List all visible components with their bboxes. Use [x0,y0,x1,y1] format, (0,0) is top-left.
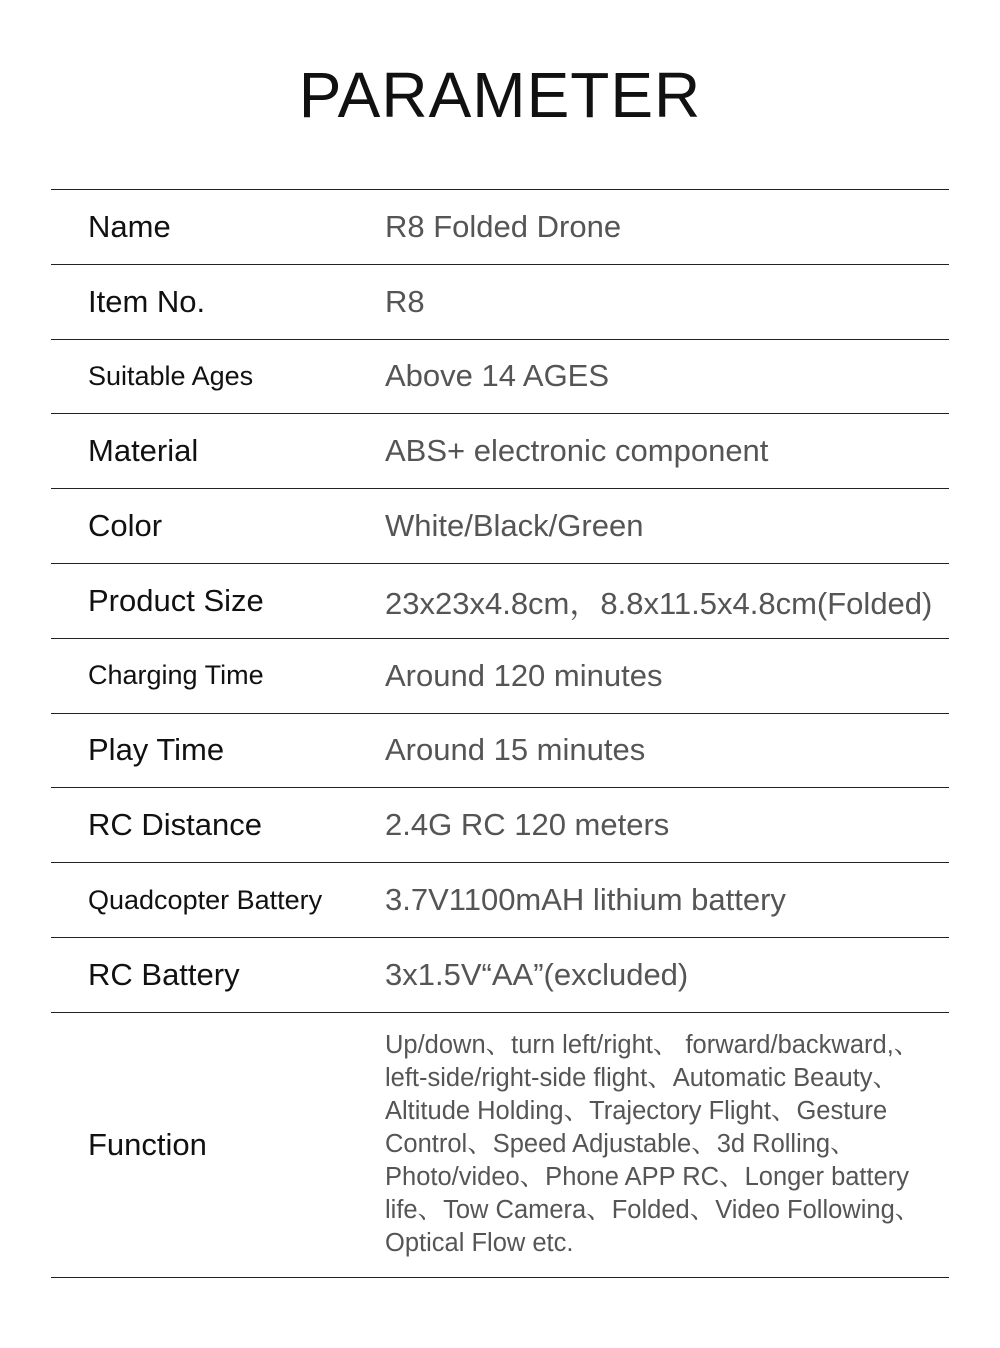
table-row-item-no [51,265,949,340]
row-label: Product Size [88,582,264,618]
row-value: R8 [385,283,425,319]
row-value: ABS+ electronic component [385,433,769,469]
row-label: RC Battery [88,956,240,992]
table-row-product-size [51,564,949,639]
row-value: Around 15 minutes [385,732,646,768]
table-row-material [51,414,949,489]
row-value [385,1013,945,1277]
row-label: Function [88,1126,207,1162]
row-value: Around 120 minutes [385,657,663,693]
table-row-function [51,1013,949,1278]
table-row-name [51,190,949,265]
row-label: Name [88,208,171,244]
table-row-charging-time [51,639,949,714]
row-value: R8 Folded Drone [385,208,622,244]
row-label: Charging Time [88,660,264,691]
table-row-rc-distance [51,788,949,863]
row-value: Above 14 AGES [385,358,610,394]
row-value: 2.4G RC 120 meters [385,807,670,843]
row-value: 3.7V1100mAH lithium battery [385,882,786,918]
row-label: Play Time [88,732,225,768]
table-row-quadcopter-battery [51,863,949,938]
row-label: Quadcopter Battery [88,884,323,915]
row-label: Color [88,508,163,544]
table-row-rc-battery [51,938,949,1013]
row-value: White/Black/Green [385,508,644,544]
row-label: Item No. [88,283,206,319]
row-label: Suitable Ages [88,360,254,391]
table-row-suitable-ages [51,340,949,415]
row-value: 23x23x4.8cm，8.8x11.5x4.8cm(Folded) [385,586,933,622]
row-label: Material [88,433,199,469]
parameter-table [51,189,949,1278]
table-row-color [51,489,949,564]
function-text: Up/down、turn left/right、 forward/backward,、left-side/right-side flight、Automatic Beauty、Altitude Holding、Trajectory Flight、Gesture Control、Speed Adjustable、3d Rolling、Photo/video、Phone APP RC、Longer battery life、Tow Camera、Folded、Video Following、Optical Flow etc. [385,1031,921,1258]
page-title: PARAMETER [298,59,702,131]
row-label: RC Distance [88,807,262,843]
table-row-play-time [51,714,949,789]
row-value: 3x1.5V“AA”(excluded) [385,956,689,992]
